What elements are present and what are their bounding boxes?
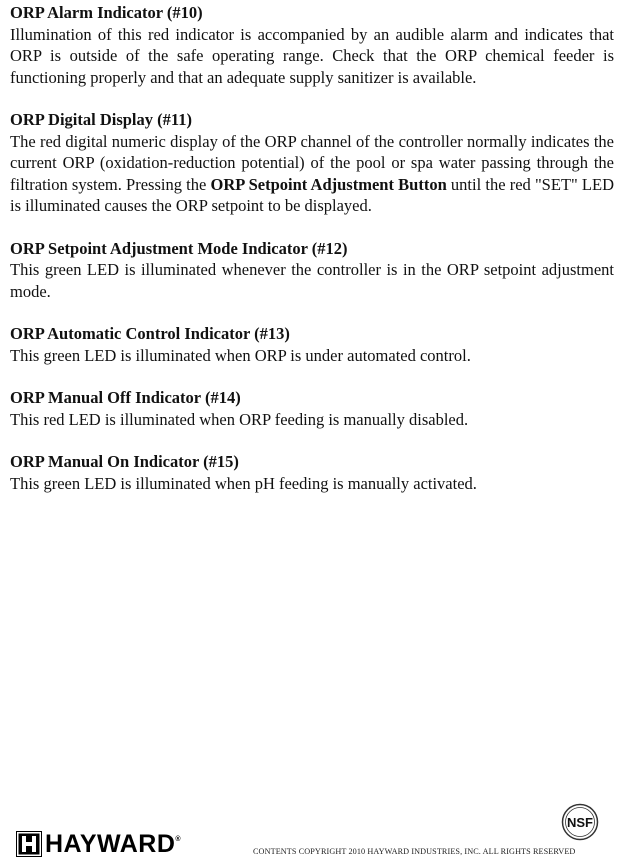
body-text: This green LED is illuminated whenever the controller is in the ORP setpoint adjustment mode. — [10, 260, 614, 301]
section-body — [10, 409, 614, 431]
section-orp-manual-off — [10, 387, 614, 430]
body-text: This red LED is illuminated when ORP feeding is manually disabled. — [10, 409, 469, 429]
section-title: ORP Digital Display (#11) — [10, 110, 192, 129]
section-title: ORP Automatic Control Indicator (#13) — [10, 324, 290, 343]
section-body — [10, 473, 614, 495]
section-orp-manual-on — [10, 451, 614, 494]
copyright-notice: CONTENTS COPYRIGHT 2010 HAYWARD INDUSTRIES, INC. ALL RIGHTS RESERVED — [253, 847, 576, 856]
hayward-h-icon — [16, 831, 42, 857]
section-title: ORP Setpoint Adjustment Mode Indicator (#12) — [10, 238, 348, 258]
body-text: This green LED is illuminated when pH feeding is manually activated. — [10, 473, 477, 493]
section-title: ORP Manual On Indicator (#15) — [10, 452, 239, 471]
section-body — [10, 345, 614, 367]
section-body — [10, 131, 614, 217]
body-text: Illumination of this red indicator is accompanied by an audible alarm and indicates that ORP is outside of the safe operating range. Check that the ORP chemical feeder is functioning properly and that an adequate supply sanitizer is available. — [10, 24, 614, 87]
section-body — [10, 24, 614, 89]
section-body — [10, 259, 614, 302]
brand-name: HAYWARD® — [45, 830, 182, 858]
page-footer — [0, 800, 638, 862]
nsf-certification-seal — [561, 803, 599, 846]
nsf-seal-icon — [561, 803, 599, 841]
body-text: This green LED is illuminated when ORP is under automated control. — [10, 345, 471, 365]
section-title: ORP Alarm Indicator (#10) — [10, 3, 203, 22]
body-text: until the red "SET" LED is illuminated causes the ORP setpoint to be displayed. — [10, 174, 615, 215]
hayward-logo — [16, 831, 181, 857]
section-orp-automatic-control — [10, 323, 614, 366]
section-orp-digital-display — [10, 109, 614, 217]
registered-mark: ® — [175, 836, 182, 843]
body-bold-text: ORP Setpoint Adjustment Button — [210, 174, 447, 194]
svg-text:NSF: NSF — [567, 815, 593, 830]
body-text: The red digital numeric display of the ORP channel of the controller normally indicates the current ORP (oxidation-reduction potential) of the pool or spa water passing through the filtration system. Pressing the — [10, 131, 614, 194]
section-title: ORP Manual Off Indicator (#14) — [10, 388, 241, 407]
manual-page-content — [10, 2, 614, 515]
section-orp-setpoint-adjustment-mode — [10, 238, 614, 303]
section-orp-alarm-indicator — [10, 2, 614, 88]
